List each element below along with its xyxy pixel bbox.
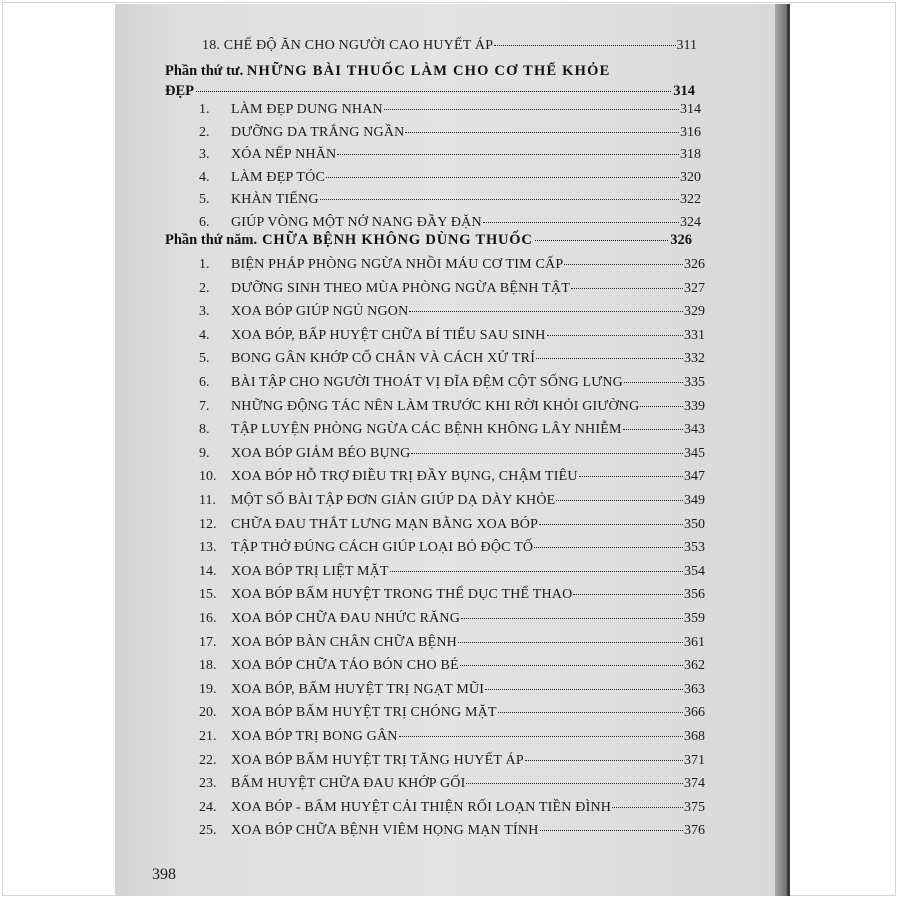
dot-leader — [461, 618, 683, 619]
toc-entry-number: 2. — [199, 124, 210, 140]
toc-entry-page: 339 — [684, 398, 705, 414]
toc-entry — [199, 351, 705, 367]
toc-entry-page: 371 — [684, 752, 705, 768]
toc-entry-page: 353 — [684, 540, 705, 556]
dot-leader — [460, 665, 683, 666]
dot-leader — [536, 358, 683, 359]
toc-entry — [199, 215, 701, 231]
toc-entry-page: 350 — [684, 516, 705, 532]
toc-entry-number: 18. — [199, 658, 217, 674]
toc-entry — [199, 611, 705, 627]
toc-entry — [199, 422, 705, 438]
toc-entry-page: 320 — [680, 169, 701, 185]
toc-entry-title: MỘT SỐ BÀI TẬP ĐƠN GIẢN GIÚP DẠ DÀY KHỎE — [231, 493, 556, 508]
toc-entry-title: LÀM ĐẸP DUNG NHAN — [231, 102, 383, 117]
toc-entry — [199, 753, 705, 769]
dot-leader — [556, 500, 683, 501]
toc-entry — [199, 147, 701, 163]
toc-entry-number: 4. — [199, 169, 210, 185]
toc-entry-number: 24. — [199, 799, 217, 815]
toc-entry-number: 6. — [199, 375, 210, 390]
toc-entry — [199, 399, 705, 415]
toc-entry-title: XOA BÓP, BẤP HUYỆT CHỮA BÍ TIỂU SAU SINH — [231, 327, 546, 343]
toc-entry-title: XOA BÓP, BẤM HUYỆT TRỊ NGẠT MŨI — [231, 681, 485, 697]
toc-entry — [199, 102, 701, 118]
toc-entry-page: 324 — [680, 214, 701, 230]
dot-leader — [498, 712, 683, 713]
part4-heading-line2 — [165, 83, 695, 100]
toc-entry-number: 19. — [199, 681, 217, 697]
dot-leader — [579, 476, 683, 477]
dot-leader — [409, 311, 683, 312]
dot-leader — [384, 109, 679, 110]
toc-entry-title: CHỮA ĐAU THẮT LƯNG MẠN BẰNG XOA BÓP — [231, 516, 539, 532]
toc-entry-title: XOA BÓP BÀN CHÂN CHỮA BỆNH — [231, 634, 457, 650]
toc-entry-page: 354 — [684, 563, 705, 579]
toc-entry — [199, 328, 705, 344]
toc-entry-page: 362 — [684, 658, 705, 674]
toc-entry-number: 20. — [199, 705, 217, 721]
toc-entry — [199, 517, 705, 533]
toc-entry — [199, 682, 705, 698]
toc-entry-page: 375 — [684, 799, 705, 815]
toc-entry-title: XOA BÓP BẤM HUYỆT TRỊ CHÓNG MẶT — [231, 705, 497, 721]
toc-entry-page: 366 — [684, 705, 705, 721]
toc-entry — [199, 776, 705, 792]
toc-entry-number: 3. — [199, 304, 210, 320]
toc-entry-number: 1. — [199, 257, 210, 272]
part4-title-line1: NHỮNG BÀI THUỐC LÀM CHO CƠ THỂ KHỎE — [246, 63, 611, 79]
toc-entry — [199, 125, 701, 141]
toc-entry-number: 5. — [199, 351, 210, 367]
toc-entry-page: 356 — [684, 587, 705, 603]
page-number: 398 — [152, 866, 176, 883]
dot-leader — [399, 736, 683, 737]
toc-entry — [199, 257, 705, 273]
toc-entry-title: BÀI TẬP CHO NGƯỜI THOÁT VỊ ĐĨA ĐỆM CỘT SỐNG LƯNG — [231, 375, 623, 390]
dot-leader — [624, 382, 683, 383]
dot-leader — [466, 783, 683, 784]
toc-entry-page: 318 — [680, 147, 701, 162]
toc-entry-title: XOA BÓP BẤM HUYỆT TRONG THỂ DỤC THỂ THAO — [231, 587, 573, 603]
toc-entry — [199, 729, 705, 745]
toc-entry-page: 359 — [684, 611, 705, 626]
toc-entry — [199, 304, 705, 320]
dot-leader — [534, 547, 683, 548]
toc-entry-title: XÓA NẾP NHĂN — [231, 147, 337, 162]
toc-entry — [199, 800, 705, 816]
toc-entry-number: 14. — [199, 563, 217, 579]
toc-entry-page: 363 — [684, 681, 705, 697]
toc-entry-title: DƯỠNG SINH THEO MÙA PHÒNG NGỪA BỆNH TẬT — [231, 280, 570, 296]
toc-entry-number: 21. — [199, 729, 217, 744]
toc-entry-page: 332 — [684, 351, 705, 367]
dot-leader — [411, 453, 683, 454]
toc-entry-number: 1. — [199, 102, 210, 117]
toc-entry-page: 335 — [684, 375, 705, 390]
toc-entry-title: BONG GÂN KHỚP CỔ CHÂN VÀ CÁCH XỬ TRÍ — [231, 351, 536, 367]
dot-leader — [573, 594, 683, 595]
toc-entry-number: 9. — [199, 445, 210, 461]
table-of-contents — [115, 4, 775, 896]
dot-leader — [196, 91, 671, 92]
toc-entry-page: 316 — [680, 124, 701, 140]
dot-leader — [539, 524, 683, 525]
toc-entry-title: TẬP THỞ ĐÚNG CÁCH GIÚP LOẠI BỎ ĐỘC TỐ — [231, 540, 534, 556]
toc-entry-page: 349 — [684, 493, 705, 508]
toc-entry-title: BẤM HUYỆT CHỮA ĐAU KHỚP GỐI — [231, 776, 466, 792]
dot-leader — [326, 177, 679, 178]
part5-title: CHỮA BỆNH KHÔNG DÙNG THUỐC — [262, 232, 533, 248]
dot-leader — [547, 335, 683, 336]
dot-leader — [564, 264, 683, 265]
dot-leader — [535, 240, 669, 241]
dot-leader — [494, 45, 675, 46]
toc-entry-number: 10. — [199, 469, 217, 485]
toc-entry-title: 18. CHẾ ĐỘ ĂN CHO NGƯỜI CAO HUYẾT ÁP — [202, 38, 494, 53]
dot-leader — [612, 807, 683, 808]
toc-entry — [199, 587, 705, 603]
toc-entry — [199, 281, 705, 297]
toc-entry-page: 327 — [684, 280, 705, 296]
toc-entry-title: KHÀN TIẾNG — [231, 192, 319, 207]
toc-entry-title: XOA BÓP HỖ TRỢ ĐIỀU TRỊ ĐẦY BỤNG, CHẬM TIÊU — [231, 469, 578, 485]
part5-heading — [165, 232, 692, 249]
dot-leader — [390, 571, 683, 572]
toc-entry-number: 3. — [199, 147, 210, 162]
dot-leader — [640, 406, 683, 407]
dot-leader — [483, 222, 679, 223]
toc-entry-page: 314 — [680, 102, 701, 117]
toc-entry-number: 15. — [199, 587, 217, 603]
toc-entry-number: 4. — [199, 327, 210, 343]
toc-entry — [199, 446, 705, 462]
toc-entry — [199, 540, 705, 556]
toc-entry-page: 329 — [684, 304, 705, 320]
toc-entry-title: LÀM ĐẸP TÓC — [231, 169, 325, 185]
toc-entry-title: XOA BÓP CHỮA BỆNH VIÊM HỌNG MẠN TÍNH — [231, 823, 539, 839]
toc-entry-title: NHỮNG ĐỘNG TÁC NÊN LÀM TRƯỚC KHI RỜI KHỎI GIƯỜNG — [231, 398, 640, 414]
toc-entry-number: 17. — [199, 634, 217, 650]
toc-entry-number: 11. — [199, 493, 216, 508]
toc-entry — [199, 469, 705, 485]
toc-entry-number: 2. — [199, 280, 210, 296]
dot-leader — [320, 199, 679, 200]
toc-entry-number: 16. — [199, 611, 217, 626]
part4-title-line2: ĐẸP — [165, 83, 194, 99]
toc-entry-title: XOA BÓP BẤM HUYỆT TRỊ TĂNG HUYẾT ÁP — [231, 752, 524, 768]
dot-leader — [623, 429, 683, 430]
toc-entry-page: 347 — [684, 469, 705, 485]
toc-entry-title: XOA BÓP CHỮA TÁO BÓN CHO BÉ — [231, 658, 459, 674]
toc-entry-number: 6. — [199, 214, 210, 230]
toc-entry — [199, 564, 705, 580]
toc-entry — [199, 375, 705, 391]
toc-entry-title: GIÚP VÒNG MỘT NỞ NANG ĐẦY ĐẶN — [231, 214, 482, 230]
toc-entry — [199, 658, 705, 674]
dot-leader — [337, 154, 679, 155]
toc-entry-title: DƯỠNG DA TRẮNG NGẦN — [231, 124, 405, 140]
toc-entry — [202, 38, 697, 54]
part4-prefix: Phần thứ tư. — [165, 63, 244, 79]
dot-leader — [540, 830, 683, 831]
toc-entry — [199, 705, 705, 721]
toc-entry-page: 345 — [684, 445, 705, 461]
book-page — [115, 4, 775, 896]
toc-entry-title: XOA BÓP - BẤM HUYỆT CẢI THIỆN RỐI LOẠN TIỀN ĐÌNH — [231, 799, 612, 815]
toc-entry-title: XOA BÓP TRỊ BONG GÂN — [231, 729, 398, 744]
toc-entry — [199, 823, 705, 839]
book-spine-shadow — [775, 4, 787, 896]
toc-entry-number: 8. — [199, 422, 210, 438]
toc-entry-number: 7. — [199, 398, 210, 414]
toc-entry-page: 368 — [684, 729, 705, 744]
toc-entry-title: BIỆN PHÁP PHÒNG NGỪA NHỒI MÁU CƠ TIM CẤP — [231, 257, 564, 272]
toc-entry-page: 331 — [684, 327, 705, 343]
toc-entry-title: XOA BÓP GIÚP NGỦ NGON — [231, 304, 409, 320]
toc-entry-title: TẬP LUYỆN PHÒNG NGỪA CÁC BỆNH KHÔNG LÂY NHIỄM — [231, 422, 622, 438]
toc-entry-page: 343 — [684, 422, 705, 438]
toc-entry-number: 22. — [199, 752, 217, 768]
dot-leader — [525, 760, 683, 761]
toc-entry — [199, 170, 701, 186]
dot-leader — [485, 689, 683, 690]
toc-entry-page: 361 — [684, 634, 705, 650]
part4-heading — [165, 63, 610, 80]
part4-page: 314 — [673, 83, 695, 99]
toc-entry — [199, 192, 701, 208]
toc-entry-page: 311 — [676, 38, 697, 53]
toc-entry-page: 374 — [684, 776, 705, 792]
toc-entry-title: XOA BÓP CHỮA ĐAU NHỨC RĂNG — [231, 611, 461, 626]
part5-prefix: Phần thứ năm. — [165, 232, 258, 248]
page-edge — [787, 4, 790, 896]
dot-leader — [571, 288, 683, 289]
part5-page: 326 — [670, 232, 692, 248]
toc-entry — [199, 635, 705, 651]
dot-leader — [405, 132, 679, 133]
dot-leader — [458, 642, 683, 643]
toc-entry-title: XOA BÓP GIẢM BÉO BỤNG — [231, 445, 411, 461]
toc-entry-page: 326 — [684, 257, 705, 272]
toc-entry-number: 23. — [199, 776, 217, 792]
toc-entry-number: 12. — [199, 516, 217, 532]
toc-entry-page: 376 — [684, 823, 705, 839]
toc-entry-title: XOA BÓP TRỊ LIỆT MẶT — [231, 563, 389, 579]
toc-entry-number: 13. — [199, 540, 217, 556]
toc-entry-number: 5. — [199, 192, 210, 207]
toc-entry-number: 25. — [199, 823, 217, 839]
toc-entry-page: 322 — [680, 192, 701, 207]
toc-entry — [199, 493, 705, 509]
